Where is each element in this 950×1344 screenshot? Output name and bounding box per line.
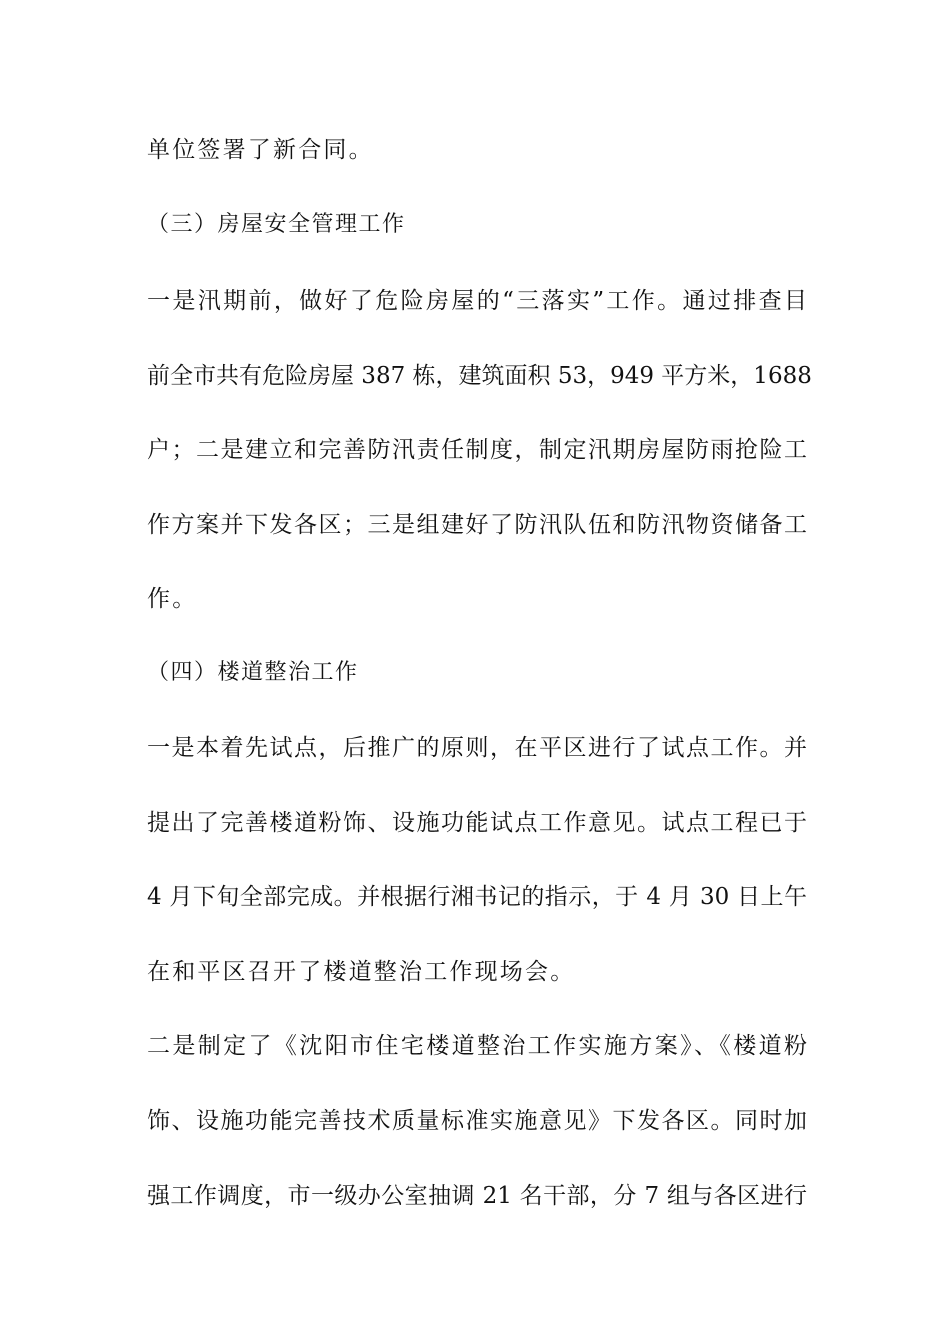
text-line: 户；二是建立和完善防汛责任制度，制定汛期房屋防雨抢险工: [147, 437, 807, 463]
text-line: 二是制定了《沈阳市住宅楼道整治工作实施方案》、《楼道粉: [147, 1033, 807, 1059]
text-line: 4 月下旬全部完成。并根据行湘书记的指示，于 4 月 30 日上午: [147, 884, 807, 910]
text-line: 前全市共有危险房屋 387 栋，建筑面积 53，949 平方米，1688: [147, 363, 812, 389]
text-line: 提出了完善楼道粉饰、设施功能试点工作意见。试点工程已于: [147, 810, 807, 836]
text-line: 一是汛期前，做好了危险房屋的“三落实”工作。通过排查目: [147, 288, 807, 314]
text-line: 作。: [147, 586, 198, 612]
section-heading: （三）房屋安全管理工作: [147, 212, 406, 237]
text-line: 一是本着先试点，后推广的原则，在平区进行了试点工作。并: [147, 735, 807, 761]
text-line: 单位签署了新合同。: [147, 137, 374, 163]
text-line: 在和平区召开了楼道整治工作现场会。: [147, 959, 576, 985]
text-line: 强工作调度，市一级办公室抽调 21 名干部，分 7 组与各区进行: [147, 1183, 807, 1209]
text-line: 作方案并下发各区；三是组建好了防汛队伍和防汛物资储备工: [147, 512, 807, 538]
section-heading: （四）楼道整治工作: [147, 660, 359, 685]
text-line: 饰、设施功能完善技术质量标准实施意见》下发各区。同时加: [147, 1108, 807, 1134]
